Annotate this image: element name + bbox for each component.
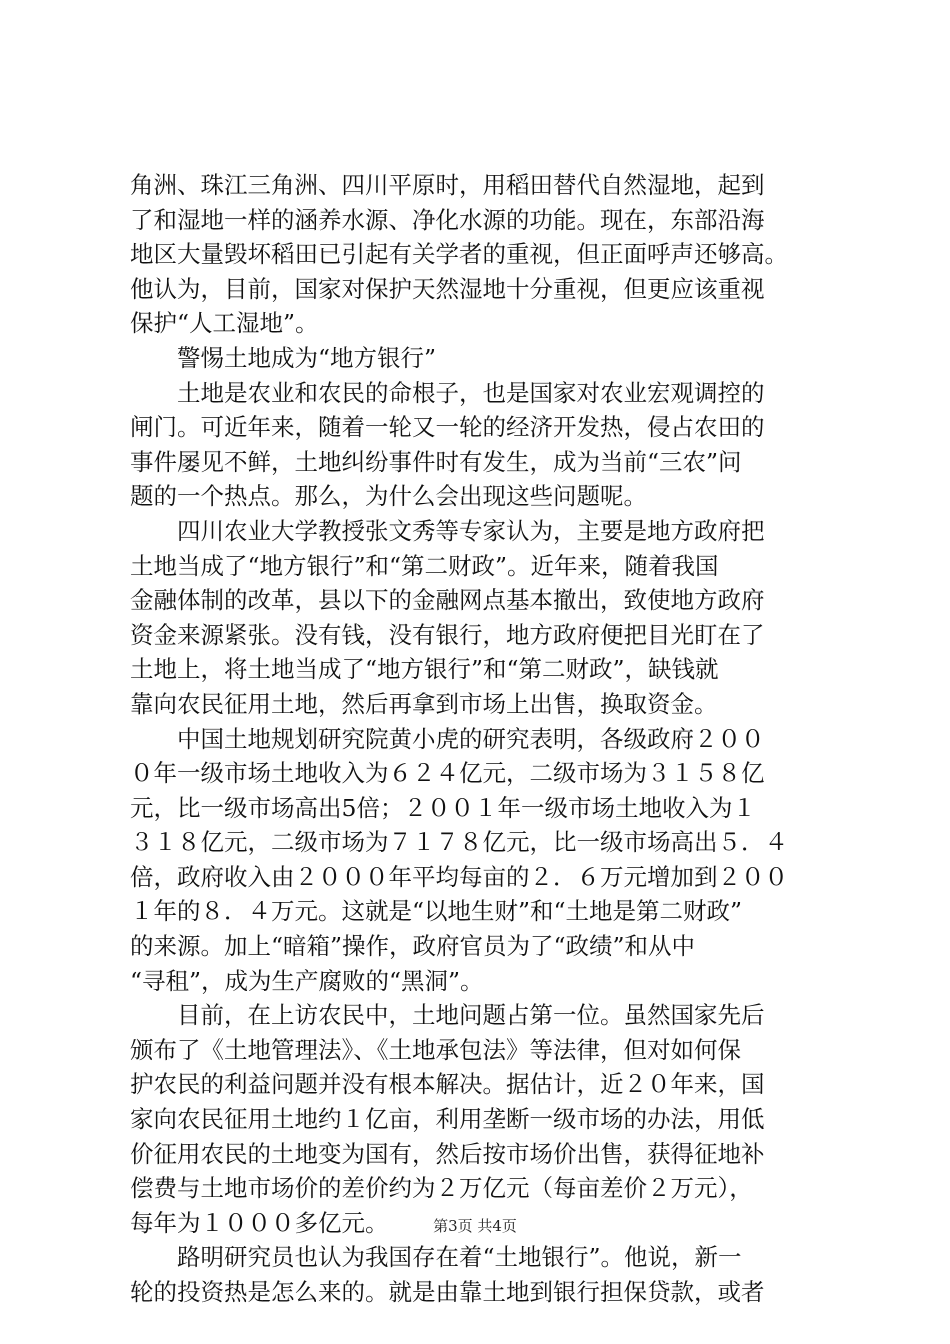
text-line: 金融体制的改革，县以下的金融网点基本撤出，致使地方政府	[130, 586, 765, 615]
document-body	[130, 168, 834, 1310]
text-line: 护农民的利益问题并没有根本解决。据估计，近２０年来，国	[130, 1070, 765, 1099]
text-line: 资金来源紧张。没有钱，没有银行，地方政府便把目光盯在了	[130, 620, 765, 649]
text-line: 保护“人工湿地”。	[130, 309, 319, 338]
text-line: 土地当成了“地方银行”和“第二财政”。近年来，随着我国	[130, 551, 719, 580]
text-line: 四川农业大学教授张文秀等专家认为，主要是地方政府把	[130, 516, 765, 545]
text-line: 角洲、珠江三角洲、四川平原时，用稻田替代自然湿地，起到	[130, 171, 765, 199]
text-line: 中国土地规划研究院黄小虎的研究表明，各级政府２００	[130, 724, 765, 753]
text-line: 路明研究员也认为我国存在着“土地银行”。他说，新一	[130, 1243, 742, 1272]
text-line: 地区大量毁坏稻田已引起有关学者的重视，但正面呼声还够高。	[130, 240, 788, 269]
text-line: 的来源。加上“暗箱”操作，政府官员为了“政绩”和从中	[130, 932, 696, 961]
text-line: ０年一级市场土地收入为６２４亿元，二级市场为３１５８亿	[130, 759, 765, 788]
text-line: 目前，在上访农民中，土地问题占第一位。虽然国家先后	[130, 1001, 765, 1030]
section-heading: 警惕土地成为“地方银行”	[130, 343, 437, 372]
text-line: 倍，政府收入由２０００年平均每亩的２．６万元增加到２００	[130, 862, 788, 891]
text-line: “寻租”，成为生产腐败的“黑洞”。	[130, 966, 484, 995]
text-line: 元，比一级市场高出5倍；２００１年一级市场土地收入为１	[130, 793, 756, 822]
text-line: 家向农民征用土地约１亿亩，利用垄断一级市场的办法，用低	[130, 1105, 765, 1134]
text-line: 价征用农民的土地变为国有，然后按市场价出售，获得征地补	[130, 1139, 765, 1168]
text-line: 靠向农民征用土地，然后再拿到市场上出售，换取资金。	[130, 689, 718, 718]
text-line: 了和湿地一样的涵养水源、净化水源的功能。现在，东部沿海	[130, 205, 765, 234]
text-line: 他认为，目前，国家对保护天然湿地十分重视，但更应该重视	[130, 274, 765, 303]
text-line: 土地上，将土地当成了“地方银行”和“第二财政”，缺钱就	[130, 655, 719, 684]
text-line: 题的一个热点。那么，为什么会出现这些问题呢。	[130, 482, 647, 511]
text-line: 事件屡见不鲜，土地纠纷事件时有发生，成为当前“三农”问	[130, 447, 742, 476]
text-line: 闸门。可近年来，随着一轮又一轮的经济开发热，侵占农田的	[130, 413, 765, 442]
text-line: 每年为１０００多亿元。	[130, 1208, 389, 1237]
page-number-footer: 第3页 共4页	[433, 1217, 517, 1235]
text-line: 颁布了《土地管理法》、《土地承包法》等法律，但对如何保	[130, 1035, 741, 1064]
text-line: 土地是农业和农民的命根子，也是国家对农业宏观调控的	[130, 378, 765, 407]
text-line: 偿费与土地市场价的差价约为２万亿元（每亩差价２万元），	[130, 1174, 753, 1203]
text-line: 轮的投资热是怎么来的。就是由靠土地到银行担保贷款，或者	[130, 1278, 765, 1306]
text-line: １年的８．４万元。这就是“以地生财”和“土地是第二财政”	[130, 897, 743, 926]
text-line: ３１８亿元，二级市场为７１７８亿元，比一级市场高出５．４	[130, 828, 788, 857]
